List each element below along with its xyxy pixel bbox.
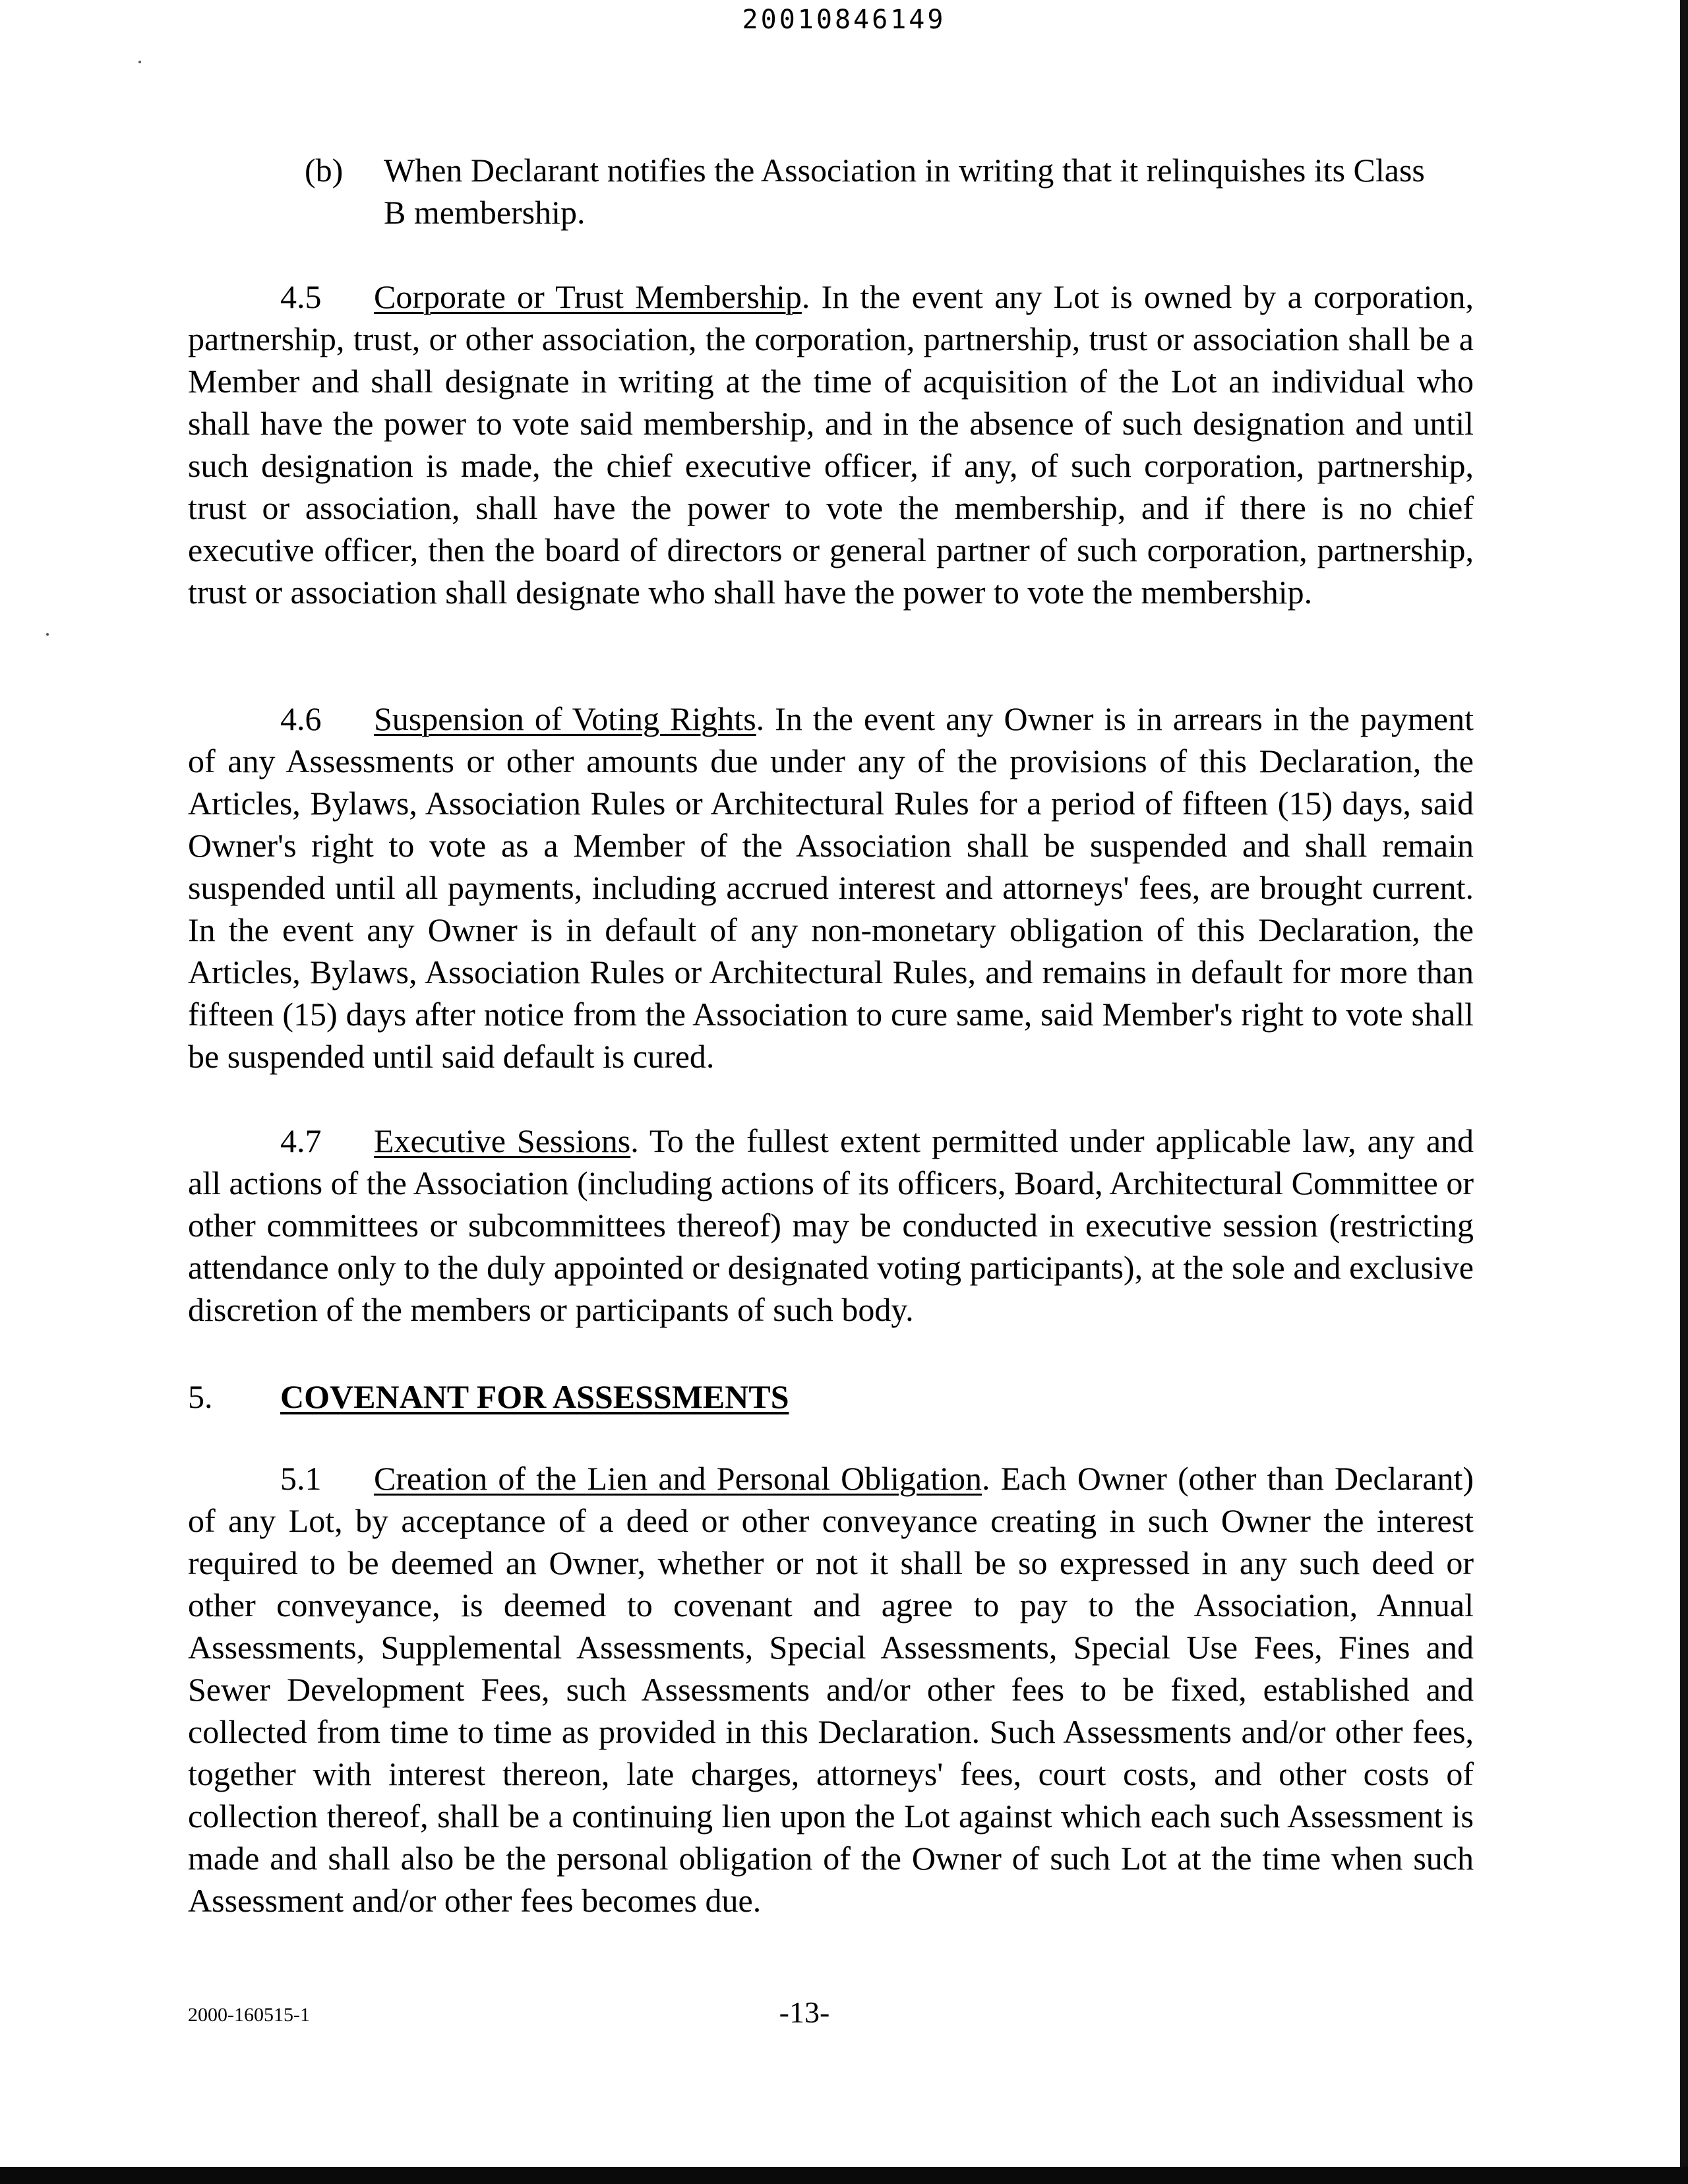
section-5-heading (188, 1376, 789, 1418)
section-text: . Each Owner (other than Declarant) of any Lot, by acceptance of a deed or other conveyance creating in such Owner the interest required to be deemed an Owner, whether or not it shall be so expressed in any such deed or other conveyance, is deemed to covenant and agree to pay to the Association, Annual Assessments, Supplemental Assessments, Special Assessments, Special Use Fees, Fines and Sewer Development Fees, such Assessments and/or other fees to be fixed, established and collected from time to time as provided in this Declaration. Such Assessments and/or other fees, together with interest thereon, late charges, attorneys' fees, court costs, and other costs of collection thereof, shall be a continuing lien upon the Lot against which each such Assessment is made and shall also be the personal obligation of the Owner of such Lot at the time when such Assessment and/or other fees becomes due. (188, 1460, 1474, 1919)
scan-speck (46, 633, 49, 636)
section-4-7 (188, 1120, 1474, 1331)
document-number: 20010846149 (742, 5, 946, 35)
scan-speck (138, 61, 141, 63)
section-number: 5. (188, 1378, 213, 1415)
section-number: 5.1 (280, 1460, 322, 1497)
section-text: . In the event any Lot is owned by a corporation, partnership, trust, or other association, the corporation, partnership, trust or association shall be a Member and shall designate in writing at the time of acquisition of the Lot an individual who shall have the power to vote said membership, and in the absence of such designation and until such designation is made, the chief executive officer, if any, of such corporation, partnership, trust or association, shall have the power to vote the membership, and if there is no chief executive officer, then the board of directors or general partner of such corporation, partnership, trust or association shall designate who shall have the power to vote the membership. (188, 278, 1474, 611)
section-number: 4.7 (280, 1122, 322, 1159)
section-4-6 (188, 698, 1474, 1077)
section-number: 4.6 (280, 700, 322, 737)
scan-edge-shadow (1680, 0, 1688, 2184)
section-heading: Creation of the Lien and Personal Obligation (374, 1460, 982, 1497)
section-5-1 (188, 1457, 1474, 1922)
subparagraph-text: When Declarant notifies the Association in writing that it relinquishes its Class B membership. (384, 152, 1425, 231)
footer-document-code: 2000-160515-1 (188, 2004, 310, 2026)
section-text: . In the event any Owner is in arrears in the payment of any Assessments or other amounts due under any of the provisions of this Declaration, the Articles, Bylaws, Association Rules or Architectural Rules for a period of fifteen (15) days, said Owner's right to vote as a Member of the Association shall be suspended and shall remain suspended until all payments, including accrued interest and attorneys' fees, are brought current. In the event any Owner is in default of any non-monetary obligation of this Declaration, the Articles, Bylaws, Association Rules or Architectural Rules, and remains in default for more than fifteen (15) days after notice from the Association to cure same, said Member's right to vote shall be suspended until said default is cured. (188, 700, 1474, 1075)
section-heading: Suspension of Voting Rights (374, 700, 756, 737)
scan-bottom-border (0, 2167, 1688, 2184)
section-heading: Executive Sessions (374, 1122, 631, 1159)
section-4-5 (188, 276, 1474, 613)
subparagraph-b (305, 149, 1426, 233)
footer-page-number: -13- (779, 1995, 830, 2029)
subparagraph-marker: (b) (305, 152, 344, 189)
section-title: COVENANT FOR ASSESSMENTS (280, 1378, 789, 1415)
section-heading: Corporate or Trust Membership (374, 278, 802, 315)
section-text: . To the fullest extent permitted under applicable law, any and all actions of the Association (including actions of its officers, Board, Architectural Committee or other committees or subcommittees thereof) may be conducted in executive session (restricting attendance only to the duly appointed or designated voting participants), at the sole and exclusive discretion of the members or participants of such body. (188, 1122, 1474, 1328)
section-number: 4.5 (280, 278, 322, 315)
